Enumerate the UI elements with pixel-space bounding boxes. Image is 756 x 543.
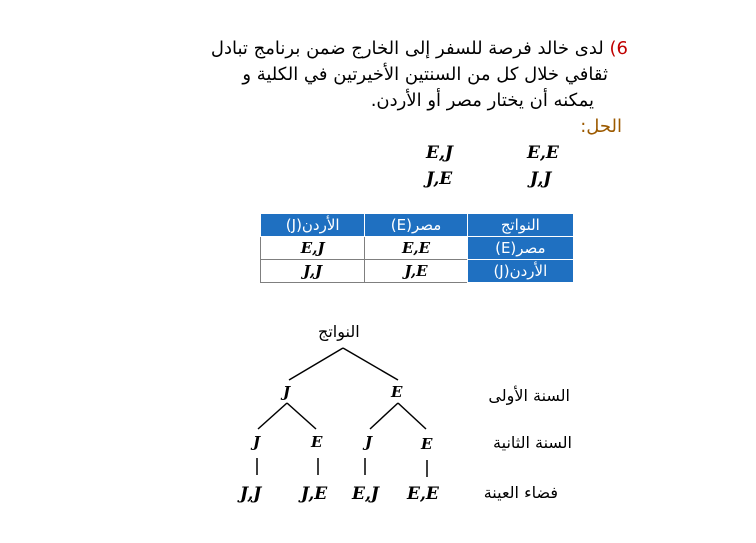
pair-je: J,E (426, 169, 453, 189)
table-row-label: مصر(E) (467, 237, 573, 260)
table-cell: E,J (261, 237, 365, 260)
label-second-year: السنة الثانية (493, 433, 572, 452)
tree-leaf: J,J (240, 484, 262, 504)
table-header-cell: مصر(E) (365, 214, 467, 237)
question-line-3: يمكنه أن يختار مصر أو الأردن. (370, 90, 594, 111)
question-line-2: ثقافي خلال كل من السنتين الأخيرتين في الكلية و (242, 64, 608, 85)
pair-ej: E,J (426, 143, 453, 163)
question-line-1: 6) لدى خالد فرصة للسفر إلى الخارج ضمن برنامج تبادل (210, 38, 628, 59)
pair-ee: E,E (527, 143, 559, 163)
tree-node-level2: E (421, 435, 433, 453)
tree-leaf: E,E (407, 484, 439, 504)
tree-node-level2: E (311, 433, 323, 451)
table-header-cell: النواتج (467, 214, 573, 237)
tree-edge (343, 348, 398, 380)
tree-node-level1: J (283, 383, 291, 401)
table-row-label: الأردن(J) (467, 260, 573, 283)
tree-edge (289, 348, 343, 380)
tree-node-level2: J (365, 433, 373, 451)
tree-edge (287, 403, 316, 429)
tree-node-level2: J (253, 433, 261, 451)
table-cell: J,E (365, 260, 467, 283)
tree-leaf: J,E (301, 484, 328, 504)
table-header-cell: الأردن(J) (261, 214, 365, 237)
table-cell: E,E (365, 237, 467, 260)
pair-jj: J,J (530, 169, 552, 189)
tree-edge (258, 403, 287, 429)
label-sample-space: فضاء العينة (483, 483, 558, 502)
solution-label: الحل: (580, 116, 622, 137)
tree-leaf: E,J (352, 484, 379, 504)
question-number: 6) (609, 38, 628, 59)
table-cell: J,J (261, 260, 365, 283)
tree-node-level1: E (391, 383, 403, 401)
label-first-year: السنة الأولى (488, 386, 570, 405)
tree-edge (398, 403, 426, 429)
tree-edge (370, 403, 398, 429)
tree-root: النواتج (318, 322, 360, 341)
